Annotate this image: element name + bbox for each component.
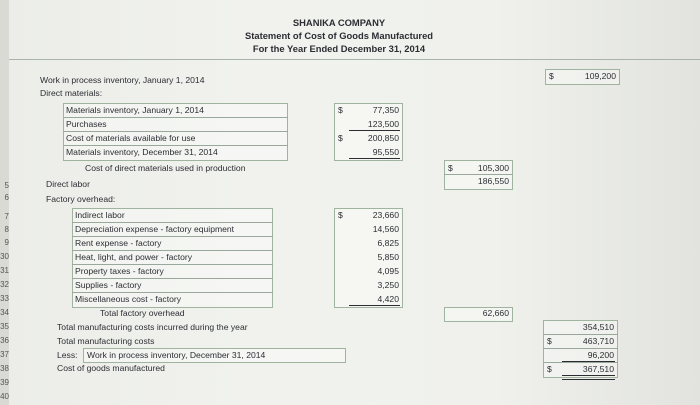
statement-title: Statement of Cost of Goods Manufactured	[244, 30, 434, 41]
overhead-row-amount: 4,095	[377, 266, 399, 276]
overhead-row-amount: 4,420	[377, 294, 399, 304]
subtotal-underline	[562, 361, 615, 362]
row-number: 7	[4, 212, 9, 221]
grid-line	[72, 278, 273, 279]
overhead-heading: Factory overhead:	[46, 194, 116, 204]
grid-line	[72, 264, 273, 265]
subtotal-underline	[349, 130, 400, 131]
currency-sign: $	[549, 71, 554, 81]
total-incurred-label: Total manufacturing costs incurred during the year	[57, 322, 248, 332]
direct-materials-heading: Direct materials:	[40, 88, 103, 98]
company-name: SHANIKA COMPANY	[292, 17, 386, 28]
total-costs-label: Total manufacturing costs	[57, 336, 155, 346]
row-number: 32	[0, 280, 9, 289]
wip-beginning-label: Work in process inventory, January 1, 2014	[40, 75, 205, 85]
materials-row-label: Cost of materials available for use	[66, 133, 196, 143]
less-amount: 96,200	[587, 350, 614, 360]
row-number: 8	[4, 225, 9, 234]
total-overhead-amount: 62,660	[482, 308, 509, 318]
row-number: 6	[4, 193, 9, 202]
materials-row-amount: 123,500	[367, 119, 399, 129]
grid-line	[72, 250, 273, 251]
grid-line	[72, 222, 273, 223]
overhead-row-label: Property taxes - factory	[75, 266, 164, 276]
materials-row-amount: 200,850	[367, 133, 399, 143]
materials-used-amount: 105,300	[477, 163, 509, 173]
grid-line	[72, 236, 273, 237]
overhead-row-amount: 14,560	[372, 224, 399, 234]
grid-line	[543, 334, 618, 335]
grid-line	[444, 174, 513, 175]
materials-row-amount: 95,550	[372, 147, 399, 157]
materials-row-label: Materials inventory, January 1, 2014	[66, 105, 204, 115]
row-number: 9	[4, 238, 9, 247]
subtotal-underline	[349, 158, 400, 159]
row-number: 34	[0, 308, 9, 317]
currency-sign: $	[338, 210, 343, 220]
overhead-row-amount: 5,850	[377, 252, 399, 262]
overhead-row-label: Rent expense - factory	[75, 238, 162, 248]
materials-used-label: Cost of direct materials used in production	[85, 163, 246, 173]
row-number: 35	[0, 322, 9, 331]
overhead-row-label: Indirect labor	[75, 210, 125, 220]
overhead-row-label: Supplies - factory	[75, 280, 142, 290]
row-number: 40	[0, 392, 9, 401]
grid-line	[72, 292, 273, 293]
row-number: 37	[0, 350, 9, 359]
total-overhead-label: Total factory overhead	[100, 308, 185, 318]
cogm-amount: 367,510	[582, 364, 614, 374]
currency-sign: $	[338, 105, 343, 115]
grid-line	[63, 131, 288, 132]
row-number: 30	[0, 252, 9, 261]
subtotal-underline	[349, 305, 400, 306]
grid-line	[63, 145, 288, 146]
double-underline	[562, 375, 615, 380]
statement-period: For the Year Ended December 31, 2014	[252, 43, 426, 54]
materials-row-label: Purchases	[66, 119, 107, 129]
currency-sign: $	[547, 364, 552, 374]
direct-labor-amount: 186,550	[477, 176, 509, 186]
materials-row-amount: 77,350	[372, 105, 399, 115]
row-number: 38	[0, 364, 9, 373]
overhead-row-label: Depreciation expense - factory equipment	[75, 224, 235, 234]
grid-line	[543, 348, 618, 349]
less-prefix: Less:	[57, 350, 78, 360]
title-divider	[9, 59, 700, 60]
overhead-row-label: Miscellaneous cost - factory	[75, 294, 182, 304]
row-number: 31	[0, 266, 9, 275]
materials-row-label: Materials inventory, December 31, 2014	[66, 147, 218, 157]
currency-sign: $	[448, 163, 453, 173]
row-number: 39	[0, 378, 9, 387]
overhead-row-label: Heat, light, and power - factory	[75, 252, 193, 262]
currency-sign: $	[338, 133, 343, 143]
currency-sign: $	[547, 336, 552, 346]
row-number: 33	[0, 294, 9, 303]
row-number: 5	[4, 181, 9, 190]
direct-labor-label: Direct labor	[46, 179, 90, 189]
cogm-label: Cost of goods manufactured	[57, 363, 165, 373]
total-incurred-amount: 354,510	[582, 322, 614, 332]
overhead-row-amount: 3,250	[377, 280, 399, 290]
grid-line	[63, 117, 288, 118]
wip-beginning-amount: 109,200	[584, 71, 616, 81]
less-label: Work in process inventory, December 31, 2014	[87, 350, 266, 360]
statement-sheet	[9, 0, 700, 405]
grid-line	[543, 362, 618, 363]
overhead-row-amount: 23,660	[372, 210, 399, 220]
total-costs-amount: 463,710	[582, 336, 614, 346]
row-number: 36	[0, 336, 9, 345]
overhead-row-amount: 6,825	[377, 238, 399, 248]
